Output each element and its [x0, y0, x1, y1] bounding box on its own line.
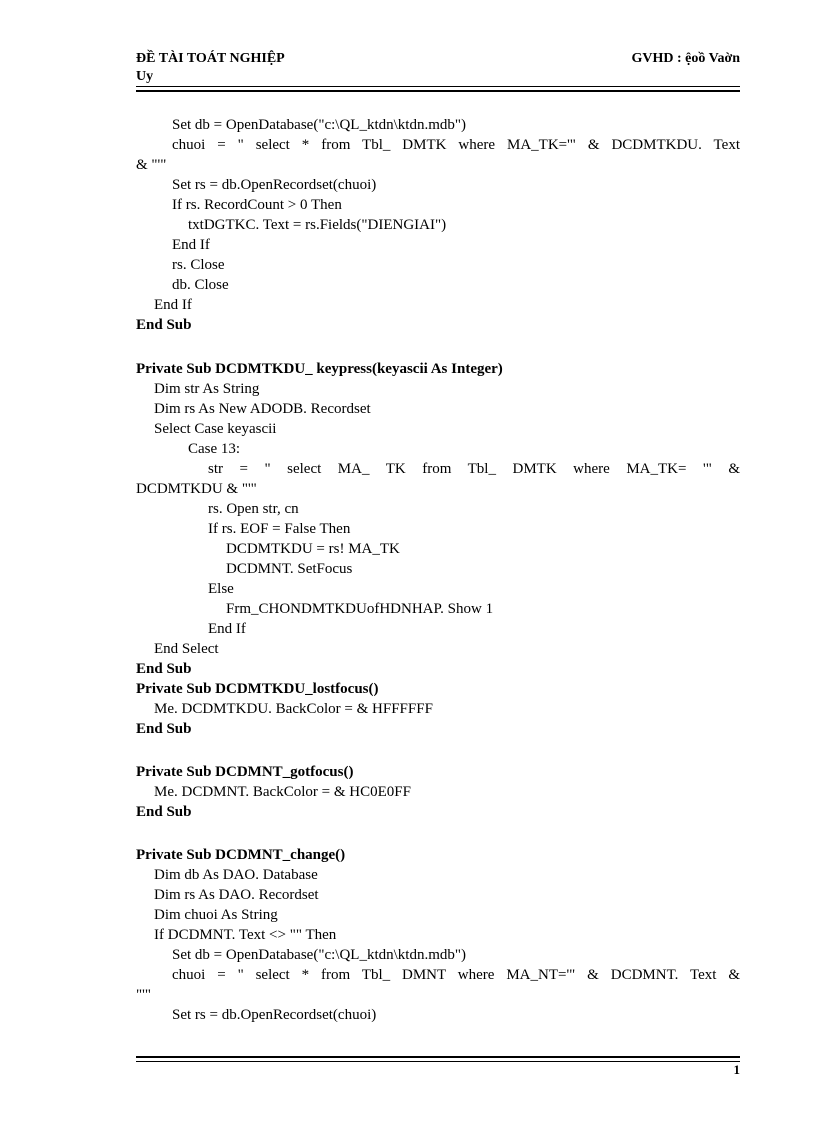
code-line: & "'" [136, 157, 167, 173]
code-line: Else [208, 581, 234, 597]
code-line: End Sub [136, 661, 192, 677]
code-line: Frm_CHONDMTKDUofHDNHAP. Show 1 [226, 601, 494, 617]
code-line: End Sub [136, 721, 192, 737]
header-supervisor: GVHD : ệoồ Vaờn [631, 51, 740, 66]
code-line: Dim rs As New ADODB. Recordset [154, 401, 371, 417]
blank-line [136, 822, 740, 845]
header-thesis-title [136, 50, 285, 86]
code-line: DCDMTKDU = rs! MA_TK [226, 541, 400, 557]
code-line: End If [154, 297, 192, 313]
code-line: End Sub [136, 804, 192, 820]
blank-line [136, 739, 740, 762]
code-line: "'" [136, 987, 151, 1003]
code-line: If rs. RecordCount > 0 Then [172, 197, 342, 213]
code-line: Dim db As DAO. Database [154, 867, 318, 883]
code-line: Set db = OpenDatabase("c:\QL_ktdn\ktdn.mdb") [172, 117, 466, 133]
header-title-line1: ĐỀ TÀI TOÁT NGHIỆP [136, 51, 285, 66]
code-line: Me. DCDMNT. BackColor = & HC0E0FF [154, 784, 411, 800]
code-line: Dim chuoi As String [154, 907, 278, 923]
header-title-line2: Uy [136, 69, 154, 84]
code-line: chuoi = " select * from Tbl_ DMNT where MA_NT='" & DCDMNT. Text & [172, 967, 740, 983]
header-rule [136, 86, 740, 92]
code-line: End If [172, 237, 210, 253]
code-line: Dim str As String [154, 381, 260, 397]
code-line: If DCDMNT. Text <> "" Then [154, 927, 337, 943]
page-number: 1 [733, 1062, 740, 1077]
code-line: If rs. EOF = False Then [208, 521, 351, 537]
code-line: Case 13: [188, 441, 241, 457]
code-line: End Sub [136, 317, 192, 333]
code-line: End If [208, 621, 246, 637]
code-line: Private Sub DCDMTKDU_lostfocus() [136, 681, 379, 697]
code-line: DCDMNT. SetFocus [226, 561, 353, 577]
code-line: Set db = OpenDatabase("c:\QL_ktdn\ktdn.mdb") [172, 947, 466, 963]
code-line: rs. Close [172, 257, 225, 273]
code-listing [136, 115, 740, 1025]
code-line: Private Sub DCDMNT_gotfocus() [136, 764, 354, 780]
code-line: db. Close [172, 277, 229, 293]
code-line: Select Case keyascii [154, 421, 277, 437]
blank-line [136, 335, 740, 359]
code-line: txtDGTKC. Text = rs.Fields("DIENGIAI") [188, 217, 447, 233]
code-line: DCDMTKDU & "'" [136, 481, 257, 497]
footer-rule [136, 1056, 740, 1062]
code-line: End Select [154, 641, 219, 657]
code-line: Dim rs As DAO. Recordset [154, 887, 319, 903]
code-line: rs. Open str, cn [208, 501, 299, 517]
code-line: Private Sub DCDMNT_change() [136, 847, 346, 863]
code-line: Private Sub DCDMTKDU_ keypress(keyascii As Integer) [136, 361, 503, 377]
code-line: Me. DCDMTKDU. BackColor = & HFFFFFF [154, 701, 433, 717]
code-line: Set rs = db.OpenRecordset(chuoi) [172, 177, 377, 193]
code-line: chuoi = " select * from Tbl_ DMTK where MA_TK='" & DCDMTKDU. Text [172, 137, 740, 153]
code-line: Set rs = db.OpenRecordset(chuoi) [172, 1007, 377, 1023]
code-line: str = " select MA_ TK from Tbl_ DMTK where MA_TK= '" & [208, 461, 740, 477]
